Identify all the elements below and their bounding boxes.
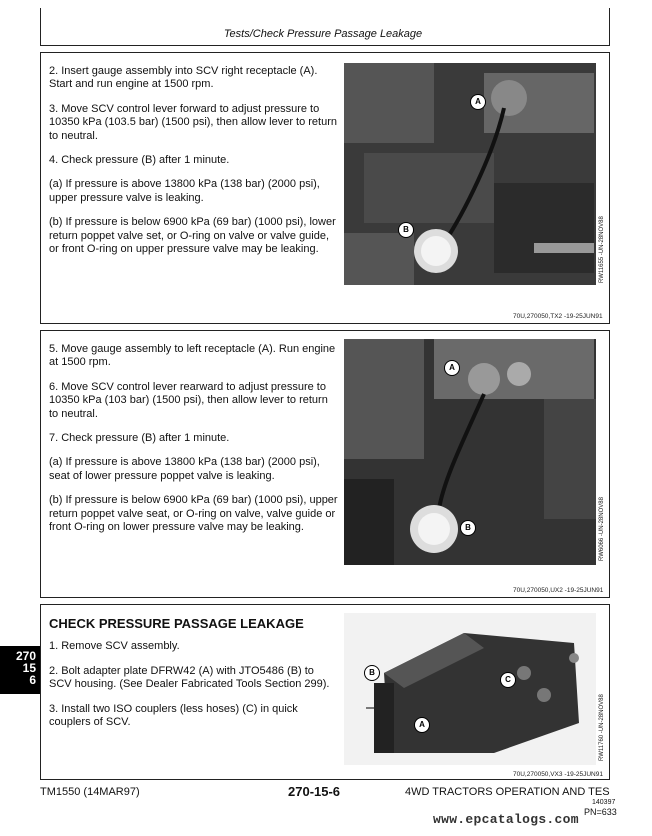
figure-id: RW11655 -UN-28NOV88: [599, 216, 605, 283]
callout-a: A: [444, 360, 460, 376]
paragraph: 3. Install two ISO couplers (less hoses) (C) in quick couplers of SCV.: [49, 702, 298, 729]
header-left-rule: [40, 8, 41, 46]
callout-b: B: [364, 665, 380, 681]
callout-b: B: [398, 222, 414, 238]
page-title: Tests/Check Pressure Passage Leakage: [223, 28, 423, 40]
callout-a: A: [414, 717, 430, 733]
paragraph: 5. Move gauge assembly to left receptacle (A). Run engine at 1500 rpm.: [49, 343, 336, 369]
paragraph: (b) If pressure is below 6900 kPa (69 bar) (1000 psi), lower return poppet valve set, or O-ring on valve or valve guide, or front O-ring on upper pressure valve may be leaking.: [49, 216, 336, 256]
paragraph: 3. Move SCV control lever forward to adjust pressure to 10350 kPa (103.5 bar) (1500 psi), then allow lever to return to neutral.: [49, 102, 337, 142]
paragraph: 2. Bolt adapter plate DFRW42 (A) with JTO5486 (B) to SCV housing. (See Dealer Fabricated Tools Section 299).: [49, 664, 330, 691]
footer-manual-id: TM1550 (14MAR97): [40, 786, 140, 798]
callout-c: C: [500, 672, 516, 688]
footer-pn: PN=633: [584, 807, 617, 817]
section-scv-left-test: [40, 330, 610, 598]
tab-line: 15: [22, 661, 36, 675]
footer-code: 140397: [592, 799, 616, 806]
footer-page-number: 270-15-6: [288, 784, 341, 799]
figure-reference: 70U,270050,UX2 -19-25JUN91: [513, 587, 604, 594]
paragraph: 6. Move SCV control lever rearward to adjust pressure to 10350 kPa (103 bar) (1500 psi), then allow lever to return to neutral.: [49, 380, 328, 420]
photo-illustration: [344, 613, 596, 765]
tab-line: 270: [15, 649, 36, 663]
header-right-rule: [609, 8, 610, 46]
section3-text: [49, 617, 339, 740]
watermark-link[interactable]: www.epcatalogs.com: [433, 812, 579, 827]
figure-id: RW11760 -UN-28NOV88: [599, 694, 605, 761]
paragraph: 7. Check pressure (B) after 1 minute.: [49, 432, 230, 445]
paragraph: 2. Insert gauge assembly into SCV right receptacle (A). Start and run engine at 1500 rpm.: [49, 65, 318, 91]
figure-reference: 70U,270050,TX2 -19-25JUN91: [513, 313, 603, 320]
section2-text: [49, 343, 339, 545]
section-check-pressure-passage: [40, 604, 610, 780]
figure-scv-housing: [344, 613, 596, 765]
paragraph: (b) If pressure is below 6900 kPa (69 bar) (1000 psi), upper return poppet valve seat, or O-ring on valve, valve guide or front O-ring on lower pressure valve may be leaking.: [49, 494, 338, 534]
footer-manual-title: 4WD TRACTORS OPERATION AND TES: [405, 786, 610, 798]
figure-id: RW6066 -UN-28NOV88: [599, 497, 605, 561]
section-scv-right-test: [40, 52, 610, 324]
tab-line: 6: [29, 673, 36, 687]
section-heading: CHECK PRESSURE PASSAGE LEAKAGE: [49, 616, 304, 631]
figure-reference: 70U,270050,VX3 -19-25JUN91: [513, 771, 603, 778]
section-tab: [0, 646, 40, 694]
callout-b: B: [460, 520, 476, 536]
paragraph: (a) If pressure is above 13800 kPa (138 bar) (2000 psi), seat of lower pressure poppet valve is leaking.: [49, 456, 320, 482]
figure-tractor-scv-right: [344, 63, 596, 285]
header-underline: [40, 45, 610, 46]
photo-illustration: [344, 63, 596, 285]
paragraph: 4. Check pressure (B) after 1 minute.: [49, 154, 230, 167]
figure-tractor-scv-left: [344, 339, 596, 565]
callout-a: A: [470, 94, 486, 110]
section1-text: [49, 65, 339, 267]
paragraph: (a) If pressure is above 13800 kPa (138 bar) (2000 psi), upper pressure valve is leaking.: [49, 178, 320, 204]
paragraph: 1. Remove SCV assembly.: [49, 640, 180, 653]
